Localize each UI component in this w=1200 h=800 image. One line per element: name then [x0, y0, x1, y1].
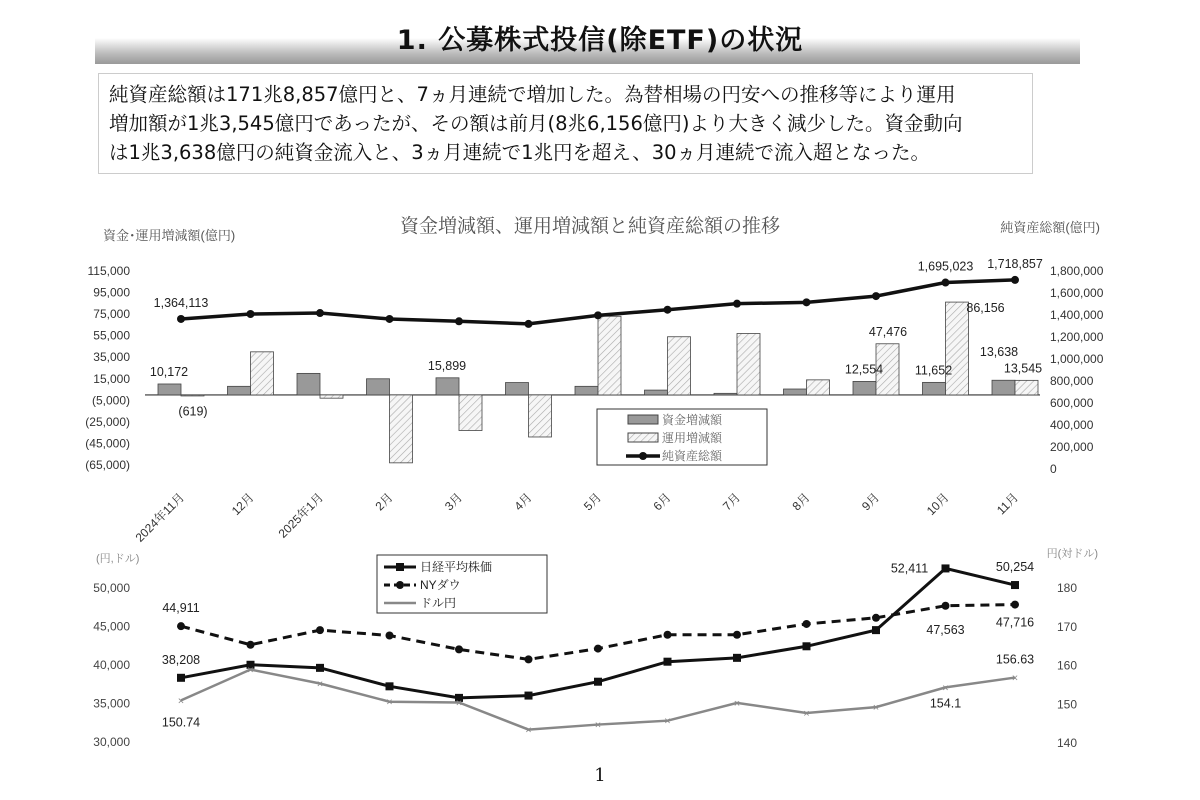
fund-flow-bar: [645, 390, 668, 395]
chart1-data-label: 13,545: [1003, 361, 1043, 376]
fund-flow-bar: [784, 389, 807, 395]
chart2-right-tick: 170: [1057, 619, 1078, 634]
investment-bar: [946, 302, 969, 395]
nav-point: [525, 320, 533, 328]
nikkei-point: [594, 678, 602, 686]
usdjpy-point: ×: [386, 696, 393, 709]
nav-point: [316, 309, 324, 317]
chart1-x-tick: 9月: [859, 490, 883, 514]
chart1-right-tick: 600,000: [1050, 396, 1094, 410]
summary-line: は1兆3,638億円の純資金流入と、3ヵ月連続で1兆円を超え、30ヵ月連続で流入超となった。: [109, 141, 931, 164]
chart2-right-tick: 150: [1057, 697, 1078, 712]
nav-point: [664, 306, 672, 314]
fund-flow-bar: [992, 380, 1015, 395]
nikkei-point: [733, 654, 741, 662]
fund-flow-bar: [575, 386, 598, 395]
chart1-left-tick: 55,000: [93, 328, 130, 343]
chart1-data-label: 12,554: [844, 362, 884, 377]
chart1-x-tick: 11月: [993, 490, 1022, 518]
chart2-left-tick: 45,000: [93, 619, 130, 634]
chart1-x-tick: 7月: [720, 490, 744, 514]
fund-flow-bar: [923, 382, 946, 395]
legend-label: 資金増減額: [662, 413, 723, 427]
investment-bar: [1015, 380, 1038, 395]
chart1-data-label: (619): [178, 404, 208, 419]
fund-flow-bar: [228, 386, 251, 395]
dow-point: [594, 645, 602, 653]
fund-flow-bar: [158, 384, 181, 395]
dow-point: [664, 631, 672, 639]
dow-point: [803, 620, 811, 628]
chart2-data-label: 150.74: [161, 715, 201, 730]
usdjpy-point: ×: [872, 702, 880, 715]
chart1-right-axis-label: 純資産総額(億円): [1000, 220, 1100, 235]
dow-point: [386, 632, 394, 640]
investment-bar: [320, 395, 343, 398]
chart2-left-tick: 30,000: [93, 735, 130, 749]
fund-flow-bar: [367, 379, 390, 395]
legend-label: 純資産総額: [662, 449, 723, 463]
investment-bar: [390, 395, 413, 463]
nikkei-point: [525, 692, 533, 700]
investment-bar: [737, 334, 760, 395]
investment-bar: [251, 352, 274, 395]
nikkei-point: [872, 626, 880, 634]
chart1-x-tick: 6月: [650, 490, 674, 514]
chart1-left-axis-label: 資金･運用増減額(億円): [103, 228, 236, 243]
nav-point: [177, 315, 185, 323]
chart1-left-tick: 35,000: [93, 350, 130, 365]
nav-point: [1011, 276, 1019, 284]
fund-flow-bar: [506, 383, 529, 395]
chart1-x-tick: 10月: [923, 490, 952, 519]
chart1-right-tick: 1,400,000: [1050, 308, 1104, 322]
chart1-x-tick: 2月: [372, 490, 396, 514]
chart1-x-tick: 4月: [511, 490, 535, 514]
dow-point: [872, 614, 880, 622]
fund-flow-bar: [297, 373, 320, 395]
usdjpy-point: ×: [733, 697, 741, 710]
usdjpy-point: ×: [455, 697, 463, 710]
chart1-data-label: 47,476: [868, 324, 908, 339]
legend-marker-dow: [396, 581, 404, 589]
chart1-left-tick: (25,000): [85, 414, 130, 429]
dow-point: [525, 655, 533, 663]
usdjpy-point: ×: [664, 715, 671, 728]
fund-flow-bar: [714, 393, 737, 395]
usdjpy-point: ×: [177, 695, 185, 708]
nav-point: [733, 300, 741, 308]
chart1-right-tick: 200,000: [1050, 440, 1094, 454]
chart1-x-tick: 5月: [581, 490, 605, 514]
chart1-left-tick: 15,000: [93, 371, 130, 386]
nav-point: [386, 315, 394, 323]
chart1-data-label: 13,638: [979, 345, 1019, 360]
chart1-x-tick: 2025年1月: [275, 490, 327, 541]
chart1-right-tick: 1,800,000: [1050, 264, 1104, 278]
chart2-data-label: 44,911: [162, 601, 200, 616]
nikkei-point: [803, 642, 811, 650]
chart1-data-label: 11,652: [914, 363, 953, 378]
chart1-right-tick: 400,000: [1050, 418, 1094, 432]
chart2-right-tick: 160: [1057, 658, 1078, 673]
usdjpy-point: ×: [316, 678, 324, 691]
dow-point: [455, 645, 463, 653]
dow-point: [942, 602, 950, 610]
legend-swatch-investment: [628, 433, 658, 442]
chart2-left-tick: 50,000: [93, 581, 130, 595]
chart1-x-tick: 2024年11月: [132, 490, 188, 545]
usdjpy-point: ×: [1011, 672, 1019, 685]
chart1-left-tick: (45,000): [85, 436, 130, 451]
chart1-data-label: 15,899: [427, 358, 467, 373]
chart2-data-label: 154.1: [929, 696, 962, 711]
dow-point: [316, 626, 324, 634]
dow-point: [1011, 601, 1019, 609]
summary-line: 増加額が1兆3,545億円であったが、その額は前月(8兆6,156億円)より大きく減少した。資金動向: [109, 112, 963, 135]
nav-point: [594, 311, 602, 319]
chart1-data-label: 86,156: [966, 301, 1005, 316]
chart1-data-label: 1,364,113: [153, 295, 209, 310]
chart2-data-label: 47,716: [995, 615, 1035, 630]
investment-bar: [598, 316, 621, 395]
nikkei-point: [316, 664, 324, 672]
chart1-data-label: 10,172: [149, 364, 189, 379]
page-title: 1. 公募株式投信(除ETF)の状況: [396, 25, 804, 56]
page-number: 1: [594, 765, 606, 786]
chart1-data-label: 1,718,857: [987, 256, 1043, 271]
usdjpy-point: ×: [525, 724, 532, 737]
chart1-right-tick: 1,600,000: [1050, 286, 1104, 300]
chart2-left-tick: 40,000: [93, 658, 130, 672]
chart2-data-label: 47,563: [926, 622, 965, 637]
nikkei-point: [177, 674, 185, 682]
chart1-left-tick: 75,000: [93, 307, 130, 322]
chart2-right-axis-label: 円(対ドル): [1046, 548, 1098, 560]
chart1-data-label: 1,695,023: [917, 259, 974, 274]
legend-marker-nikkei: [396, 563, 404, 571]
investment-bar: [181, 395, 204, 396]
chart2-left-axis-label: (円,ドル): [96, 553, 140, 565]
dow-point: [177, 622, 185, 630]
chart2-left-tick: 35,000: [93, 696, 130, 711]
summary-line: 純資産総額は171兆8,857億円と、7ヵ月連続で増加した。為替相場の円安への推移等により運用: [109, 83, 956, 106]
investment-bar: [459, 395, 482, 431]
chart2-data-label: 38,208: [161, 652, 201, 667]
nav-point: [455, 317, 463, 325]
nav-point: [803, 298, 811, 306]
chart1-title: 資金増減額、運用増減額と純資産総額の推移: [399, 216, 781, 237]
chart1-right-tick: 800,000: [1050, 374, 1094, 388]
nav-point: [942, 279, 950, 287]
nikkei-point: [1011, 581, 1019, 589]
usdjpy-point: ×: [594, 719, 602, 732]
fund-flow-bar: [853, 381, 876, 395]
legend-marker-nav: [639, 452, 647, 460]
nikkei-point: [942, 564, 950, 572]
usdjpy-point: ×: [803, 707, 810, 720]
chart2-data-label: 52,411: [890, 561, 929, 576]
chart1-left-tick: 95,000: [93, 285, 130, 300]
dow-point: [247, 641, 255, 649]
chart1-left-tick: (5,000): [91, 393, 130, 408]
chart2-right-tick: 180: [1057, 581, 1078, 595]
nikkei-point: [664, 658, 672, 666]
chart1-x-tick: 3月: [442, 490, 466, 514]
chart1-left-tick: (65,000): [85, 458, 130, 472]
chart2-data-label: 156.63: [995, 652, 1035, 667]
chart1-right-tick: 1,200,000: [1050, 330, 1104, 344]
usdjpy-point: ×: [247, 664, 254, 677]
investment-bar: [668, 337, 691, 395]
legend-label: NYダウ: [420, 578, 461, 592]
nikkei-point: [386, 682, 394, 690]
legend-swatch-fund: [628, 415, 658, 424]
investment-bar: [529, 395, 552, 437]
chart2-right-tick: 140: [1057, 736, 1078, 750]
chart1-x-tick: 12月: [228, 490, 257, 519]
usdjpy-point: ×: [942, 682, 949, 695]
chart1-right-tick: 0: [1050, 462, 1057, 476]
legend-label: ドル円: [420, 596, 457, 610]
nav-point: [872, 292, 880, 300]
investment-bar: [807, 380, 830, 395]
fund-flow-bar: [436, 378, 459, 395]
chart1-x-tick: 8月: [789, 490, 813, 514]
legend-label: 運用増減額: [662, 431, 723, 445]
dow-point: [733, 631, 741, 639]
legend-label: 日経平均株価: [420, 560, 493, 574]
chart1-left-tick: 115,000: [87, 264, 130, 278]
chart1-right-tick: 1,000,000: [1050, 352, 1104, 366]
chart2-data-label: 50,254: [995, 560, 1035, 575]
nav-point: [247, 310, 255, 318]
